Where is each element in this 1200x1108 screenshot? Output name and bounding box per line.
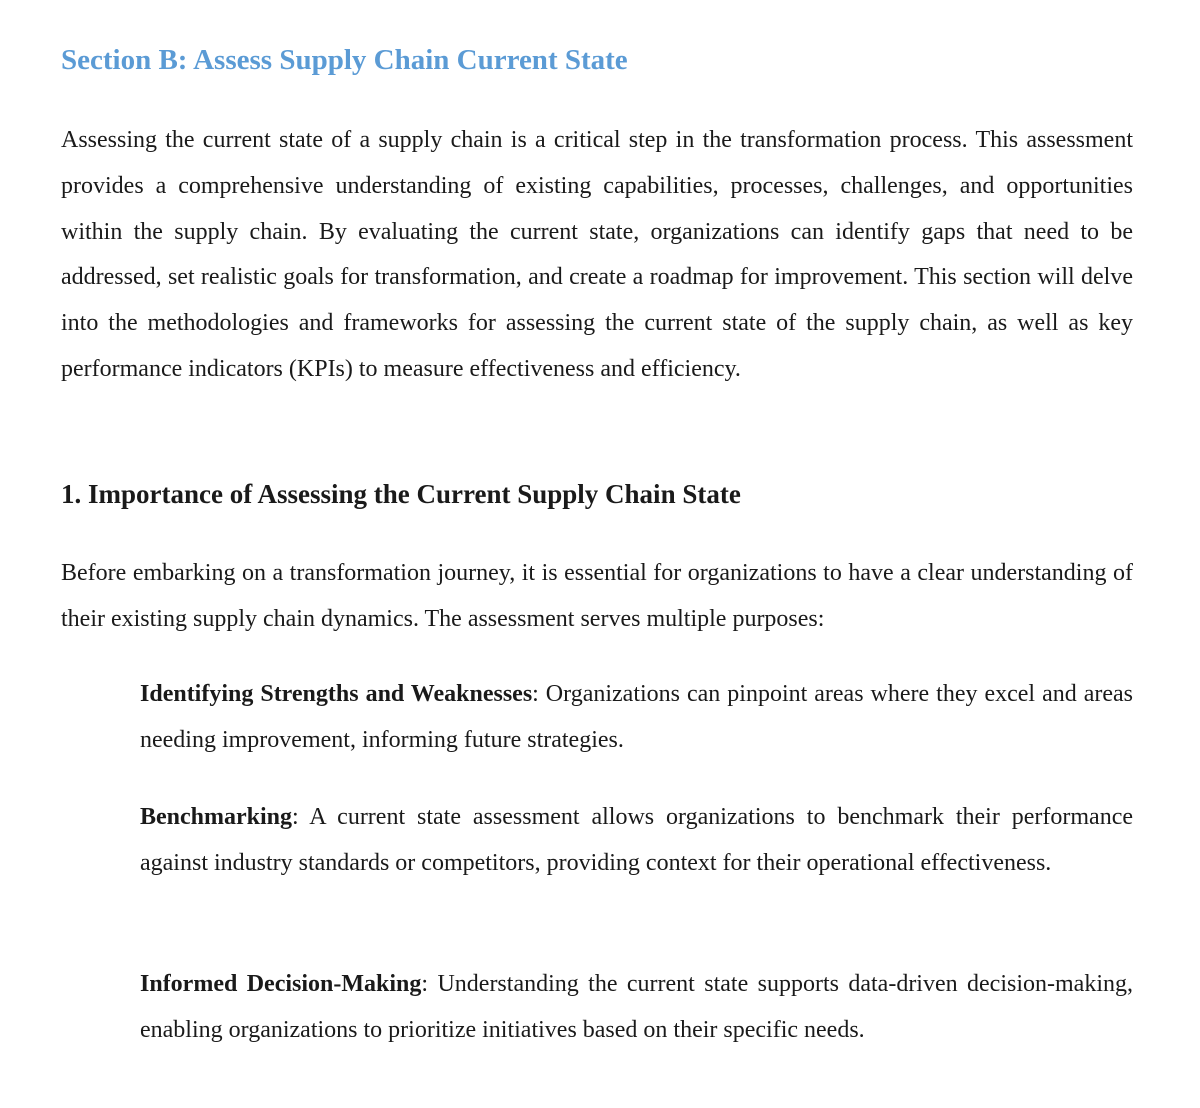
point-term: Benchmarking: [140, 804, 293, 830]
intro-paragraph: Assessing the current state of a supply chain is a critical step in the transformation process. This assessment provides a comprehensive understanding of existing capabilities, processes, challenges, and opportunities within the supply chain. By evaluating the current state, organizations can identify gaps that need to be addressed, set realistic goals for transformation, and create a roadmap for improvement. This section will delve into the methodologies and frameworks for assessing the current state of the supply chain, as well as key performance indicators (KPIs) to measure effectiveness and efficiency.: [61, 127, 1133, 382]
point-text: : Understanding the current state supports data-driven decision-making, enabling organizations to prioritize initiatives based on their specific needs.: [140, 971, 1133, 1043]
point-term: Identifying Strengths and Weaknesses: [140, 681, 533, 707]
lead-paragraph: Before embarking on a transformation journey, it is essential for organizations to have a clear understanding of their existing supply chain dynamics. The assessment serves multiple purposes:: [61, 560, 1133, 632]
point-strengths-weaknesses: [140, 672, 1133, 764]
section-title: Section B: Assess Supply Chain Current State: [61, 44, 628, 76]
point-term: Informed Decision-Making: [140, 971, 422, 997]
point-benchmarking: [140, 795, 1133, 887]
subsection-heading: 1. Importance of Assessing the Current Supply Chain State: [61, 479, 741, 509]
point-informed-decision-making: [140, 962, 1133, 1054]
point-text: : A current state assessment allows organizations to benchmark their performance against industry standards or competitors, providing context for their operational effectiveness.: [140, 804, 1133, 876]
point-text: : Organizations can pinpoint areas where they excel and areas needing improvement, informing future strategies.: [140, 681, 1133, 753]
